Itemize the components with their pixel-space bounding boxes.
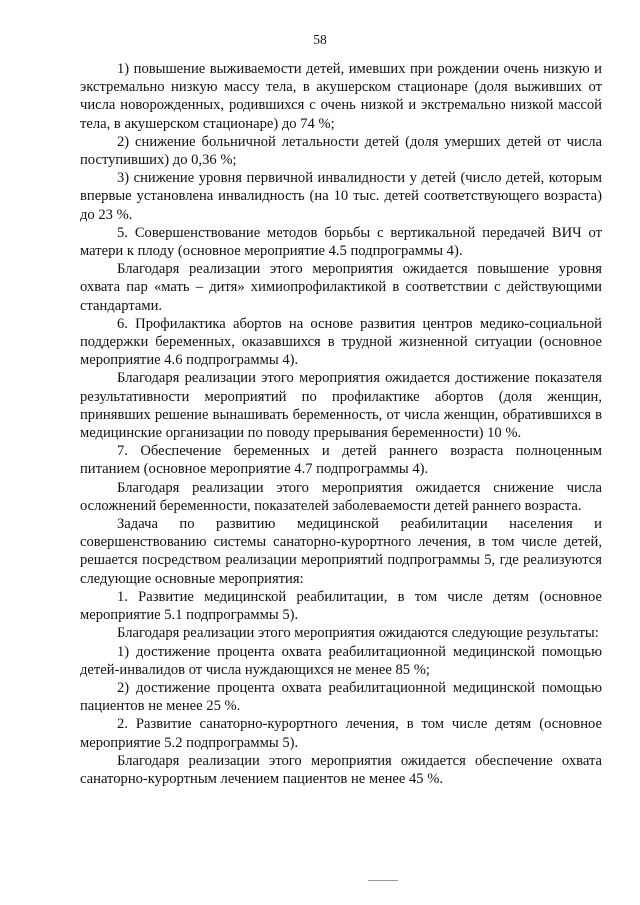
paragraph-nutrition: 7. Обеспечение беременных и детей раннего возраста полноценным питанием (основное мероприятие 4.7 подпрограммы 4). <box>80 443 602 478</box>
paragraph-rehabilitation-patients: 2) достижение процента охвата реабилитационной медицинской помощью пациентов не менее 25 %. <box>80 679 602 715</box>
paragraph-hiv-result: Благодаря реализации этого мероприятия ожидается повышение уровня охвата пар «мать – дитя» химиопрофилактикой в соответствии с действующими стандартами. <box>80 261 602 314</box>
paragraph-abortion-prevention: 6. Профилактика абортов на основе развития центров медико-социальной поддержки беременных, оказавшихся в трудной жизненной ситуации (основное мероприятие 4.6 подпрограммы 4). <box>80 315 602 369</box>
page-number: 58 <box>313 32 327 47</box>
paragraph-hiv-transmission: 5. Совершенствование методов борьбы с вертикальной передачей ВИЧ от матери к плоду (основное мероприятие 4.5 подпрограммы 4). <box>80 224 602 260</box>
paragraph-rehabilitation-results: Благодаря реализации этого мероприятия ожидаются следующие результаты: <box>117 625 599 642</box>
paragraph-sanatorium: 2. Развитие санаторно-курортного лечения, в том числе детям (основное мероприятие 5.2 подпрограммы 5). <box>80 716 602 751</box>
paragraph-primary-disability: 3) снижение уровня первичной инвалидности у детей (число детей, которым впервые установлена инвалидность (на 10 тыс. детей соответствующего возраста) до 23 %. <box>80 170 602 223</box>
footer-divider <box>368 880 398 881</box>
paragraph-rehabilitation-task: Задача по развитию медицинской реабилитации населения и совершенствованию системы санаторно-курортного лечения, в том числе детей, решается посредством реализации мероприятий подпрограммы 5, где реализуются следующие основные мероприятия: <box>80 516 602 587</box>
paragraph-hospital-mortality: 2) снижение больничной летальности детей (доля умерших детей от числа поступивших) до 0,36 %; <box>80 133 602 169</box>
paragraph-rehabilitation: 1. Развитие медицинской реабилитации, в том числе детям (основное мероприятие 5.1 подпрограммы 5). <box>80 588 602 624</box>
body-text <box>80 60 602 788</box>
paragraph-rehabilitation-children: 1) достижение процента охвата реабилитационной медицинской помощью детей-инвалидов от числа нуждающихся не менее 85 %; <box>80 643 602 678</box>
paragraph-survival-rate: 1) повышение выживаемости детей, имевших при рождении очень низкую и экстремально низкую массу тела, в акушерском стационаре (доля выживших от числа новорожденных, родившихся с очень низкой и экстремально низкой массой тела, в акушерском стационаре) до 74 %; <box>80 61 602 132</box>
paragraph-abortion-result: Благодаря реализации этого мероприятия ожидается достижение показателя результативности мероприятий по профилактике абортов (доля женщин, принявших решение вынашивать беременность, от числа женщин, обратившихся в медицинские организации по поводу прерывания беременности) 10 %. <box>80 370 602 442</box>
paragraph-nutrition-result: Благодаря реализации этого мероприятия ожидается снижение числа осложнений беременности, показателей заболеваемости детей раннего возраста. <box>80 479 602 514</box>
paragraph-sanatorium-result: Благодаря реализации этого мероприятия ожидается обеспечение охвата санаторно-курортным лечением пациентов не менее 45 %. <box>80 752 602 787</box>
